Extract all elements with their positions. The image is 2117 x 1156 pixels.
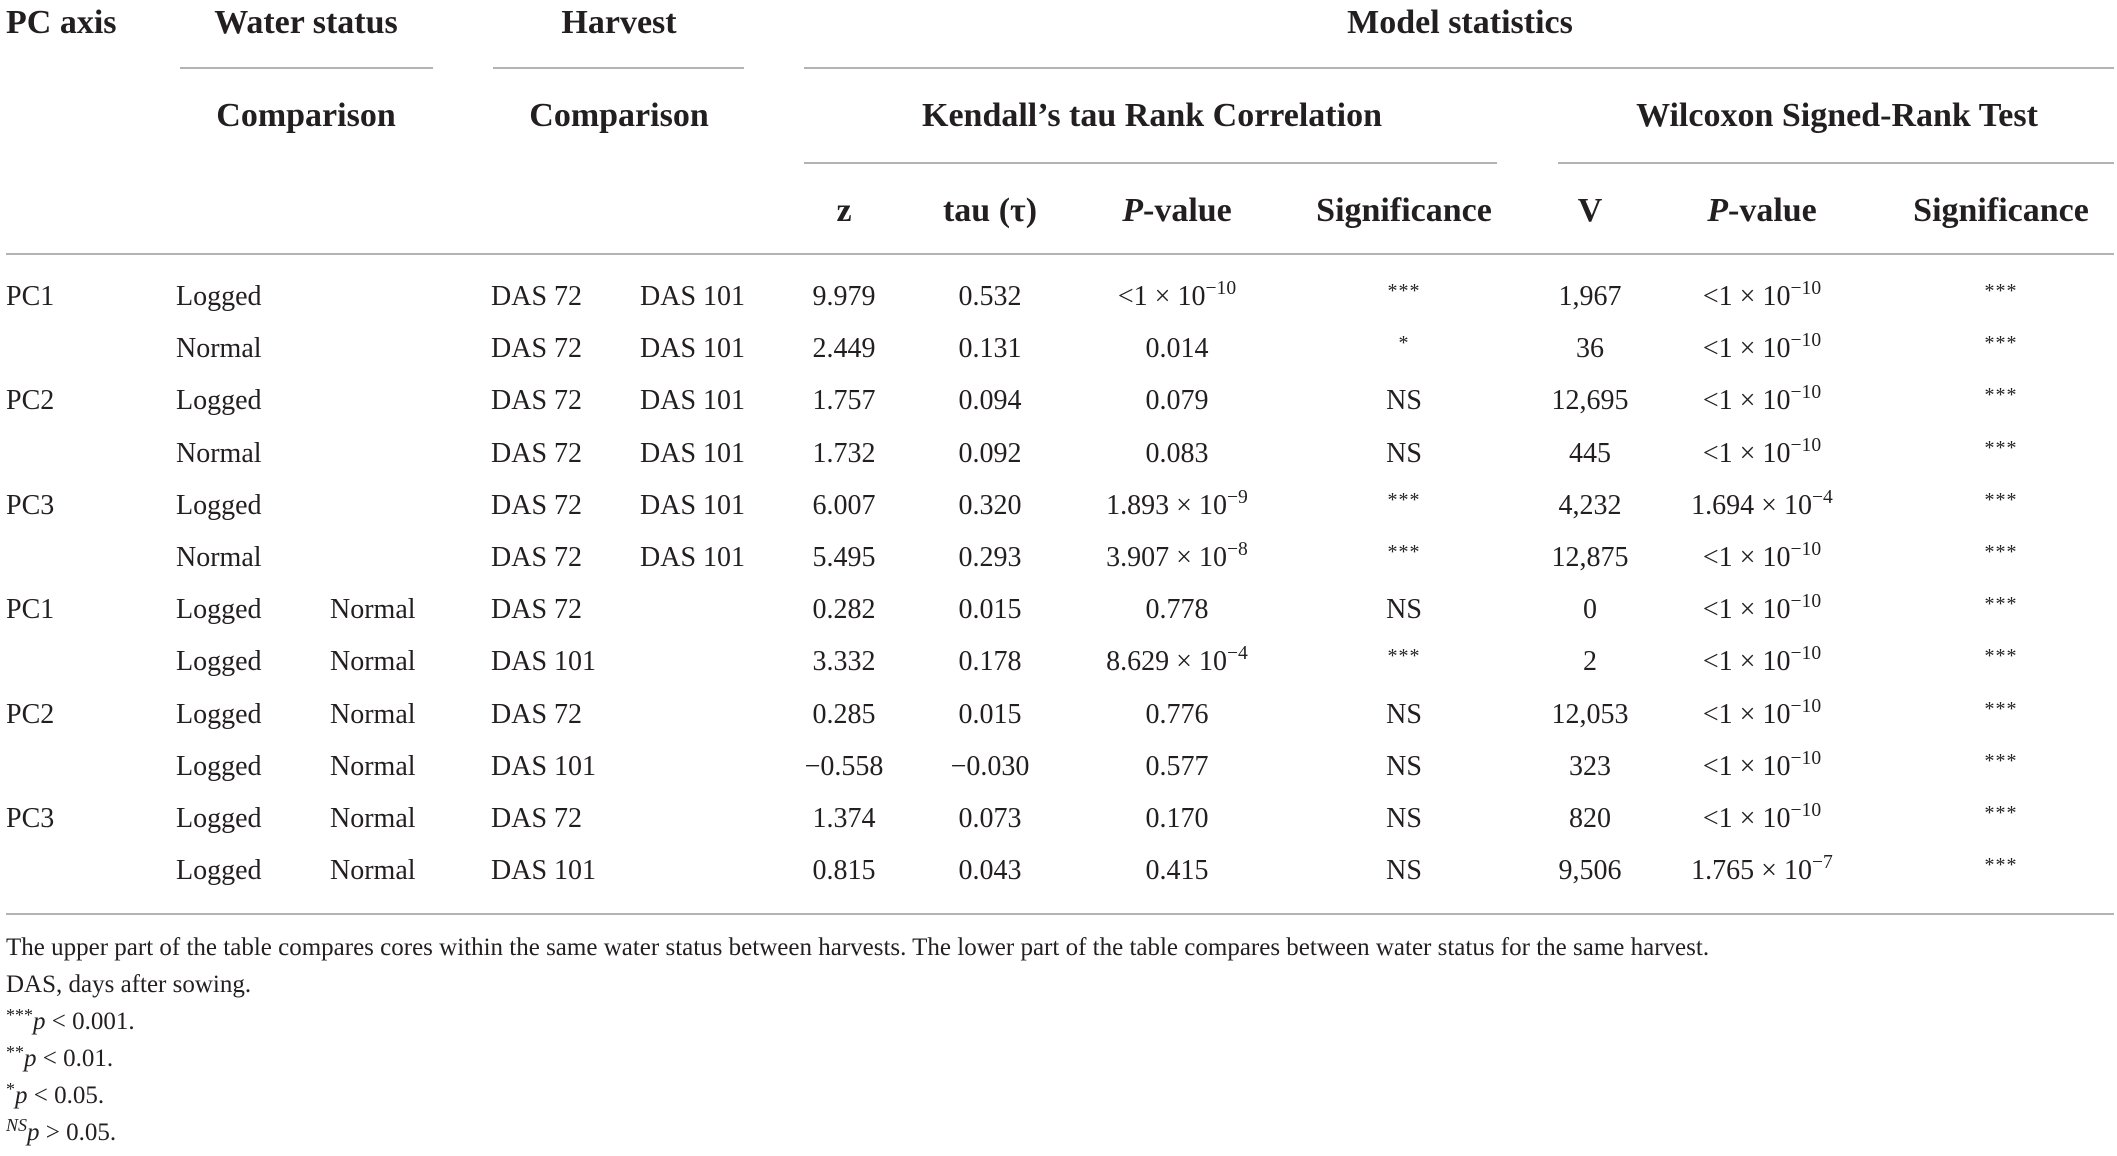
cell-kendall-pvalue: 0.170	[1145, 803, 1209, 834]
cell-z: 9.979	[812, 281, 876, 312]
cell-water-status-1: Logged	[176, 489, 262, 521]
cell-v: 323	[1569, 750, 1611, 782]
header-wilcoxon-pvalue: P-value	[1707, 192, 1817, 229]
cell-tau: 0.094	[958, 385, 1022, 417]
cell-kendall-significance: ***	[1387, 488, 1421, 511]
cell-kendall-pvalue: $<1 \times 10^{-10}$	[1117, 278, 1237, 312]
cell-harvest-2: DAS 101	[640, 385, 746, 417]
footnote-table-description: The upper part of the table compares cores within the same water status between harvests. The lower part of the table compares between water status for the same harvest.	[6, 934, 1710, 961]
cell-z: 2.449	[812, 333, 876, 365]
cell-water-status-2: Normal	[330, 594, 416, 626]
cell-v: 12,875	[1551, 542, 1629, 573]
cell-v: 0	[1583, 594, 1597, 626]
cell-z: −0.558	[804, 750, 884, 782]
header-kendall-pvalue: P-value	[1122, 192, 1232, 229]
cell-water-status-2: Normal	[330, 646, 416, 678]
cell-water-status-1: Logged	[176, 594, 262, 626]
cell-harvest-1: DAS 101	[491, 646, 597, 678]
cell-water-status-1: Logged	[176, 281, 262, 312]
cell-pc-axis: PC2	[6, 385, 55, 417]
header-v: V	[1577, 192, 1603, 229]
cell-tau: 0.073	[958, 803, 1022, 834]
header-kendall-significance: Significance	[1316, 192, 1492, 229]
cell-wilcoxon-significance: ***	[1984, 854, 2018, 877]
cell-wilcoxon-significance: ***	[1984, 436, 2018, 459]
cell-water-status-1: Normal	[176, 333, 262, 365]
cell-tau: 0.015	[958, 594, 1022, 626]
cell-kendall-pvalue: $1.893 \times 10^{-9}$	[1106, 487, 1248, 521]
header-harvest: Harvest	[561, 4, 677, 41]
cell-water-status-1: Logged	[176, 750, 262, 782]
cell-water-status-2: Normal	[330, 803, 416, 834]
cell-kendall-significance: NS	[1386, 750, 1422, 782]
rule-model-statistics	[804, 67, 2114, 69]
cell-z: 6.007	[812, 489, 876, 521]
cell-water-status-1: Logged	[176, 803, 262, 834]
cell-pc-axis: PC1	[6, 594, 55, 626]
cell-water-status-1: Normal	[176, 542, 262, 573]
cell-harvest-2: DAS 101	[640, 437, 746, 469]
cell-wilcoxon-pvalue: $<1 \times 10^{-10}$	[1702, 434, 1822, 469]
cell-harvest-1: DAS 101	[491, 855, 597, 887]
footnote-das-definition: DAS, days after sowing.	[6, 971, 252, 998]
cell-tau: 0.532	[958, 281, 1022, 312]
footnote-ns: $^{NS}$p > 0.05.	[6, 1115, 117, 1146]
footnote-p-001: ***p < 0.001.	[6, 1005, 135, 1035]
header-wilcoxon-significance: Significance	[1913, 192, 2089, 229]
cell-z: 5.495	[812, 542, 876, 573]
cell-wilcoxon-pvalue: $<1 \times 10^{-10}$	[1702, 591, 1822, 626]
cell-harvest-1: DAS 72	[491, 542, 583, 573]
cell-v: 12,053	[1551, 698, 1629, 730]
header-harvest-comparison: Comparison	[529, 97, 709, 134]
cell-kendall-significance: NS	[1386, 385, 1422, 417]
cell-water-status-1: Logged	[176, 646, 262, 678]
cell-tau: 0.293	[958, 542, 1022, 573]
rule-table-bottom	[6, 913, 2114, 915]
cell-kendall-significance: NS	[1386, 594, 1422, 626]
cell-kendall-pvalue: 0.415	[1145, 855, 1209, 887]
cell-kendall-significance: ***	[1387, 645, 1421, 668]
cell-harvest-2: DAS 101	[640, 281, 746, 312]
header-model-statistics: Model statistics	[1347, 4, 1573, 41]
cell-v: 12,695	[1551, 385, 1629, 417]
cell-tau: 0.320	[958, 489, 1022, 521]
cell-wilcoxon-significance: ***	[1984, 384, 2018, 407]
cell-water-status-2: Normal	[330, 855, 416, 887]
cell-tau: 0.131	[958, 333, 1022, 365]
cell-wilcoxon-pvalue: $<1 \times 10^{-10}$	[1702, 330, 1822, 365]
cell-tau: −0.030	[950, 750, 1030, 782]
footnote-p-01: **p < 0.01.	[6, 1042, 114, 1072]
cell-kendall-significance: NS	[1386, 698, 1422, 730]
cell-v: 445	[1569, 437, 1611, 469]
header-pc-axis: PC axis	[6, 4, 117, 41]
cell-wilcoxon-significance: ***	[1984, 802, 2018, 824]
cell-v: 4,232	[1558, 489, 1622, 521]
header-water-comparison: Comparison	[216, 97, 396, 134]
cell-harvest-1: DAS 72	[491, 698, 583, 730]
cell-wilcoxon-significance: ***	[1984, 488, 2018, 511]
rule-kendall	[804, 162, 1497, 164]
cell-v: 1,967	[1558, 281, 1622, 312]
cell-wilcoxon-pvalue: $1.694 \times 10^{-4}$	[1691, 487, 1833, 521]
cell-wilcoxon-significance: ***	[1984, 541, 2018, 563]
rule-wilcoxon	[1558, 162, 2114, 164]
cell-pc-axis: PC3	[6, 803, 55, 834]
cell-wilcoxon-pvalue: $<1 \times 10^{-10}$	[1702, 643, 1822, 678]
cell-v: 820	[1569, 803, 1611, 834]
cell-wilcoxon-pvalue: $<1 \times 10^{-10}$	[1702, 748, 1822, 782]
cell-v: 36	[1576, 333, 1604, 365]
cell-kendall-pvalue: 0.079	[1145, 385, 1209, 417]
cell-kendall-significance: *	[1398, 332, 1410, 355]
cell-pc-axis: PC1	[6, 281, 55, 312]
cell-harvest-1: DAS 72	[491, 594, 583, 626]
cell-z: 0.285	[812, 698, 876, 730]
cell-water-status-2: Normal	[330, 750, 416, 782]
cell-harvest-1: DAS 72	[491, 489, 583, 521]
header-wilcoxon: Wilcoxon Signed-Rank Test	[1636, 97, 2038, 134]
cell-water-status-1: Normal	[176, 437, 262, 469]
cell-kendall-pvalue: 0.577	[1145, 750, 1209, 782]
cell-harvest-1: DAS 72	[491, 385, 583, 417]
cell-wilcoxon-pvalue: $1.765 \times 10^{-7}$	[1691, 852, 1833, 887]
cell-wilcoxon-significance: ***	[1984, 697, 2018, 720]
cell-harvest-1: DAS 72	[491, 437, 583, 469]
cell-harvest-2: DAS 101	[640, 489, 746, 521]
cell-z: 1.732	[812, 437, 876, 469]
cell-v: 2	[1583, 646, 1597, 678]
header-kendall: Kendall’s tau Rank Correlation	[922, 97, 1382, 134]
cell-wilcoxon-pvalue: $<1 \times 10^{-10}$	[1702, 382, 1822, 417]
cell-harvest-1: DAS 72	[491, 333, 583, 365]
rule-water-status	[180, 67, 433, 69]
cell-kendall-significance: ***	[1387, 541, 1421, 563]
cell-z: 1.757	[812, 385, 876, 417]
cell-harvest-1: DAS 72	[491, 281, 583, 312]
cell-wilcoxon-significance: ***	[1984, 749, 2018, 772]
cell-wilcoxon-pvalue: $<1 \times 10^{-10}$	[1702, 800, 1822, 834]
rule-header-bottom	[6, 253, 2114, 255]
cell-water-status-1: Logged	[176, 855, 262, 887]
cell-kendall-pvalue: $3.907 \times 10^{-8}$	[1106, 539, 1248, 573]
cell-v: 9,506	[1558, 855, 1622, 887]
cell-water-status-2: Normal	[330, 698, 416, 730]
cell-wilcoxon-pvalue: $<1 \times 10^{-10}$	[1702, 695, 1822, 730]
cell-wilcoxon-significance: ***	[1984, 593, 2018, 616]
header-z: z	[836, 192, 852, 229]
cell-tau: 0.178	[958, 646, 1022, 678]
cell-wilcoxon-pvalue: $<1 \times 10^{-10}$	[1702, 278, 1822, 312]
cell-kendall-pvalue: 0.014	[1145, 333, 1209, 365]
cell-kendall-significance: NS	[1386, 803, 1422, 834]
footnote-p-05: *p < 0.05.	[6, 1079, 105, 1109]
cell-harvest-2: DAS 101	[640, 333, 746, 365]
cell-kendall-significance: NS	[1386, 437, 1422, 469]
cell-wilcoxon-pvalue: $<1 \times 10^{-10}$	[1702, 539, 1822, 573]
cell-water-status-1: Logged	[176, 385, 262, 417]
cell-water-status-1: Logged	[176, 698, 262, 730]
cell-kendall-significance: ***	[1387, 280, 1421, 302]
cell-tau: 0.092	[958, 437, 1022, 469]
cell-wilcoxon-significance: ***	[1984, 280, 2018, 302]
cell-z: 1.374	[812, 803, 876, 834]
cell-wilcoxon-significance: ***	[1984, 645, 2018, 668]
cell-wilcoxon-significance: ***	[1984, 332, 2018, 355]
cell-z: 3.332	[812, 646, 876, 678]
cell-kendall-pvalue: 0.083	[1145, 437, 1209, 469]
cell-harvest-1: DAS 101	[491, 750, 597, 782]
cell-tau: 0.043	[958, 855, 1022, 887]
rule-harvest	[493, 67, 744, 69]
cell-kendall-pvalue: 0.778	[1145, 594, 1209, 626]
cell-kendall-pvalue: 0.776	[1145, 698, 1209, 730]
cell-pc-axis: PC3	[6, 489, 55, 521]
cell-z: 0.282	[812, 594, 876, 626]
header-tau: tau (τ)	[942, 192, 1038, 229]
cell-kendall-pvalue: $8.629 \times 10^{-4}$	[1106, 643, 1248, 678]
header-water-status: Water status	[214, 4, 398, 41]
cell-z: 0.815	[812, 855, 876, 887]
cell-harvest-1: DAS 72	[491, 803, 583, 834]
cell-kendall-significance: NS	[1386, 855, 1422, 887]
cell-tau: 0.015	[958, 698, 1022, 730]
cell-pc-axis: PC2	[6, 698, 55, 730]
cell-harvest-2: DAS 101	[640, 542, 746, 573]
